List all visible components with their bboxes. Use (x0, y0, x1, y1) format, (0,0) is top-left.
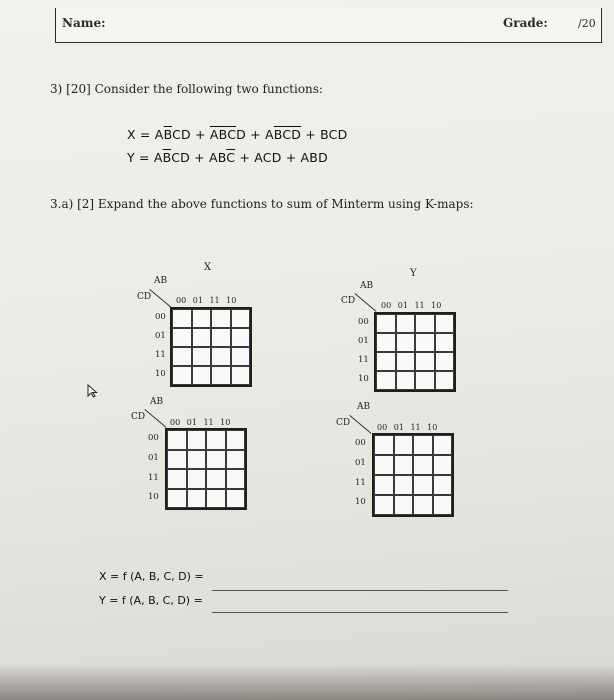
kmap-cell[interactable] (226, 430, 246, 450)
kmap-divider (354, 293, 376, 312)
kmap-cell[interactable] (415, 333, 435, 352)
kmap-cd-label: CD (336, 418, 351, 428)
kmap-cell[interactable] (413, 435, 433, 455)
kmap-cell[interactable] (231, 347, 251, 366)
kmap-cell[interactable] (167, 430, 187, 450)
kmap-column-labels: 00 01 11 10 (176, 296, 237, 305)
kmap-cell[interactable] (413, 455, 433, 475)
kmap-cell[interactable] (374, 435, 394, 455)
kmap-cell[interactable] (415, 352, 435, 371)
kmap-grid (165, 428, 247, 510)
equation-y: $Y = A\overline{B}CD + AB\overline{C}$ + ACD + ABD (127, 150, 328, 165)
grade-total: /20 (578, 17, 596, 30)
kmap-cell[interactable] (415, 314, 435, 333)
subpart-text: 3.a) [2] Expand the above functions to sum of Minterm using K-maps: (50, 197, 474, 211)
kmap-cell[interactable] (376, 352, 396, 371)
kmap-title: Y (410, 268, 417, 279)
kmap-row-label: 00 (155, 312, 166, 322)
kmap-cell[interactable] (172, 347, 192, 366)
kmap-ab-label: AB (360, 281, 374, 291)
kmap-cell[interactable] (394, 475, 414, 495)
kmap-cell[interactable] (226, 469, 246, 489)
kmap-row-label: 01 (358, 336, 369, 346)
kmap-cell[interactable] (435, 371, 455, 390)
kmap-cell[interactable] (187, 469, 207, 489)
kmap-row-label: 11 (355, 478, 366, 488)
kmap-cell[interactable] (226, 489, 246, 509)
question-text: 3) [20] Consider the following two functions: (50, 82, 323, 96)
kmap-divider (149, 289, 171, 308)
kmap-cell[interactable] (206, 469, 226, 489)
kmap-cell[interactable] (433, 475, 453, 495)
kmap-cell[interactable] (433, 435, 453, 455)
kmap-cell[interactable] (211, 309, 231, 328)
kmap-row-label: 01 (355, 458, 366, 468)
kmap-cell[interactable] (435, 352, 455, 371)
kmap-row-label: 00 (355, 438, 366, 448)
kmap-row-label: 01 (148, 453, 159, 463)
kmap-cell[interactable] (394, 495, 414, 515)
kmap-cell[interactable] (413, 495, 433, 515)
kmap-cell[interactable] (172, 366, 192, 385)
kmap-cell[interactable] (374, 495, 394, 515)
kmap-cell[interactable] (167, 489, 187, 509)
kmap-ab-label: AB (154, 276, 168, 286)
kmap-cell[interactable] (206, 430, 226, 450)
kmap-cell[interactable] (192, 366, 212, 385)
kmap-cell[interactable] (172, 328, 192, 347)
kmap-cell[interactable] (211, 366, 231, 385)
kmap-ab-label: AB (357, 402, 371, 412)
kmap-cell[interactable] (396, 314, 416, 333)
kmap-title: X (204, 262, 212, 273)
x-function-label: X = f (A, B, C, D) = (99, 570, 204, 583)
kmap-cd-label: CD (341, 296, 356, 306)
kmap-row-label: 11 (155, 350, 166, 360)
kmap-row-label: 01 (155, 331, 166, 341)
kmap-cell[interactable] (433, 455, 453, 475)
kmap-divider (349, 415, 371, 434)
page-shadow (0, 664, 614, 700)
kmap-cell[interactable] (167, 469, 187, 489)
kmap-divider (144, 409, 166, 428)
x-answer-line[interactable] (212, 590, 508, 591)
kmap-grid (374, 312, 456, 392)
kmap-cell[interactable] (394, 455, 414, 475)
kmap-cd-label: CD (137, 292, 152, 302)
kmap-cell[interactable] (231, 366, 251, 385)
kmap-cell[interactable] (396, 333, 416, 352)
kmap-cell[interactable] (396, 371, 416, 390)
kmap-cell[interactable] (167, 450, 187, 470)
kmap-cell[interactable] (187, 430, 207, 450)
kmap-cell[interactable] (435, 314, 455, 333)
kmap-cell[interactable] (192, 347, 212, 366)
kmap-cell[interactable] (413, 475, 433, 495)
kmap-cell[interactable] (206, 489, 226, 509)
kmap-cell[interactable] (374, 475, 394, 495)
kmap-cell[interactable] (192, 328, 212, 347)
kmap-cell[interactable] (376, 371, 396, 390)
kmap-cell[interactable] (231, 328, 251, 347)
kmap-column-labels: 00 01 11 10 (170, 418, 231, 427)
kmap-cell[interactable] (231, 309, 251, 328)
kmap-grid (170, 307, 252, 387)
kmap-row-label: 10 (155, 369, 166, 379)
kmap-row-label: 00 (148, 433, 159, 443)
y-answer-line[interactable] (212, 612, 508, 613)
kmap-row-label: 10 (358, 374, 369, 384)
kmap-column-labels: 00 01 11 10 (381, 301, 442, 310)
name-label: Name: (62, 16, 106, 30)
mouse-pointer-icon (86, 384, 100, 398)
kmap-cell[interactable] (433, 495, 453, 515)
kmap-cell[interactable] (374, 455, 394, 475)
kmap-row-label: 11 (358, 355, 369, 365)
equation-x: $X = A\overline{B}CD + \overline{AB}\overline{C}D + A\overline{B}\overline{CD}$ + BCD (127, 127, 348, 142)
kmap-column-labels: 00 01 11 10 (377, 423, 438, 432)
kmap-cell[interactable] (192, 309, 212, 328)
kmap-row-label: 00 (358, 317, 369, 327)
kmap-cell[interactable] (376, 314, 396, 333)
kmap-cell[interactable] (394, 435, 414, 455)
grade-label: Grade: (503, 16, 548, 30)
kmap-cell[interactable] (211, 347, 231, 366)
kmap-grid (372, 433, 454, 517)
kmap-cell[interactable] (211, 328, 231, 347)
kmap-cell[interactable] (172, 309, 192, 328)
kmap-row-label: 11 (148, 473, 159, 483)
kmap-cell[interactable] (396, 352, 416, 371)
kmap-cell[interactable] (435, 333, 455, 352)
kmap-cell[interactable] (187, 450, 207, 470)
kmap-cd-label: CD (131, 412, 146, 422)
y-function-label: Y = f (A, B, C, D) = (99, 594, 203, 607)
kmap-row-label: 10 (148, 492, 159, 502)
kmap-ab-label: AB (150, 397, 164, 407)
kmap-cell[interactable] (206, 450, 226, 470)
kmap-cell[interactable] (376, 333, 396, 352)
kmap-row-label: 10 (355, 497, 366, 507)
kmap-cell[interactable] (187, 489, 207, 509)
kmap-cell[interactable] (226, 450, 246, 470)
kmap-cell[interactable] (415, 371, 435, 390)
